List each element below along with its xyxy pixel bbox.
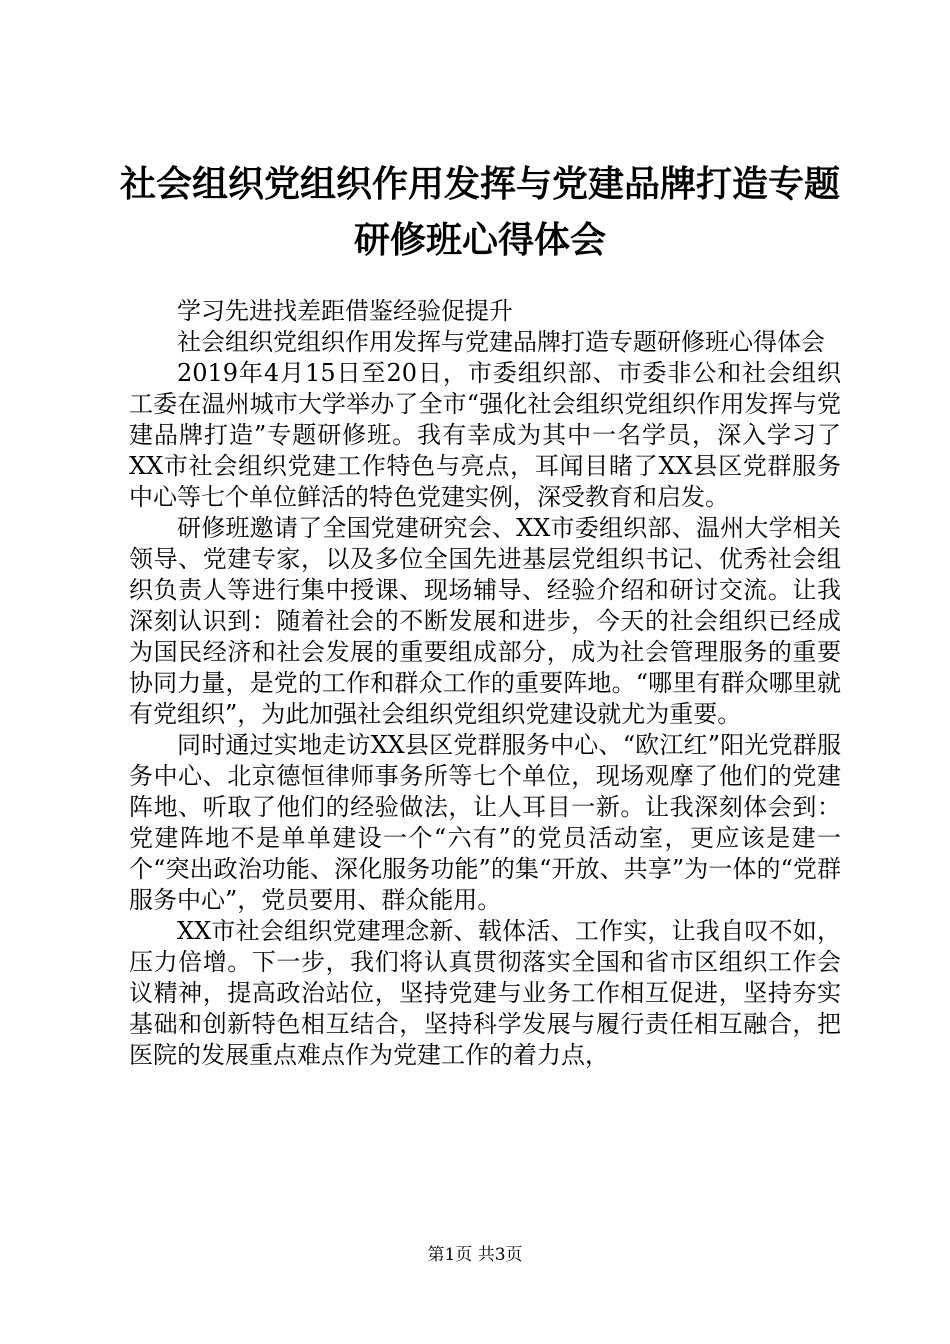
heading-paragraph: 社会组织党组织作用发挥与党建品牌打造专题研修班心得体会 xyxy=(177,328,825,356)
body-paragraph: 2019年4月15日至20日，市委组织部、市委非公和社会组织工委在温州城市大学举办了全市“强化社会组织党组织作用发挥与党建品牌打造”专题研修班。我有幸成为其中一名学员，深入学习了XX市社会组织党建工作特色与亮点，耳闻目睹了XX县区党群服务中心等七个单位鲜活的特色党建实例，深受教育和启发。 xyxy=(129,359,841,511)
document-title-line-2: 研修班心得体会 xyxy=(353,219,606,261)
subtitle-paragraph: 学习先进找差距借鉴经验促提升 xyxy=(177,297,513,325)
document-title-line-1: 社会组织党组织作用发挥与党建品牌打造专题 xyxy=(120,163,841,205)
body-paragraph: 同时通过实地走访XX县区党群服务中心、“欧江红”阳光党群服务中心、北京德恒律师事务所等七个单位，现场观摩了他们的党建阵地、听取了他们的经验做法，让人耳目一新。让我深刻体会到：党建阵地不是单单建设一个“六有”的党员活动室，更应该是建一个“突出政治功能、深化服务功能”的集“开放、共享”为一体的“党群服务中心”，党员要用、群众能用。 xyxy=(129,731,841,914)
body-paragraph: XX市社会组织党建理念新、载体活、工作实，让我自叹不如，压力倍增。下一步，我们将认真贯彻落实全国和省市区组织工作会议精神，提高政治站位，坚持党建与业务工作相互促进，坚持夯实基础和创新特色相互结合，坚持科学发展与履行责任相互融合，把医院的发展重点难点作为党建工作的着力点， xyxy=(129,917,841,1069)
document-body xyxy=(129,296,841,1071)
body-paragraph: 研修班邀请了全国党建研究会、XX市委组织部、温州大学相关领导、党建专家，以及多位全国先进基层党组织书记、优秀社会组织负责人等进行集中授课、现场辅导、经验介绍和研讨交流。让我深刻认识到：随着社会的不断发展和进步，今天的社会组织已经成为国民经济和社会发展的重要组成部分，成为社会管理服务的重要协同力量，是党的工作和群众工作的重要阵地。“哪里有群众哪里就有党组织”，为此加强社会组织党组织党建设就尤为重要。 xyxy=(129,514,841,728)
page-number-footer: 第1页 共3页 xyxy=(427,1245,523,1265)
